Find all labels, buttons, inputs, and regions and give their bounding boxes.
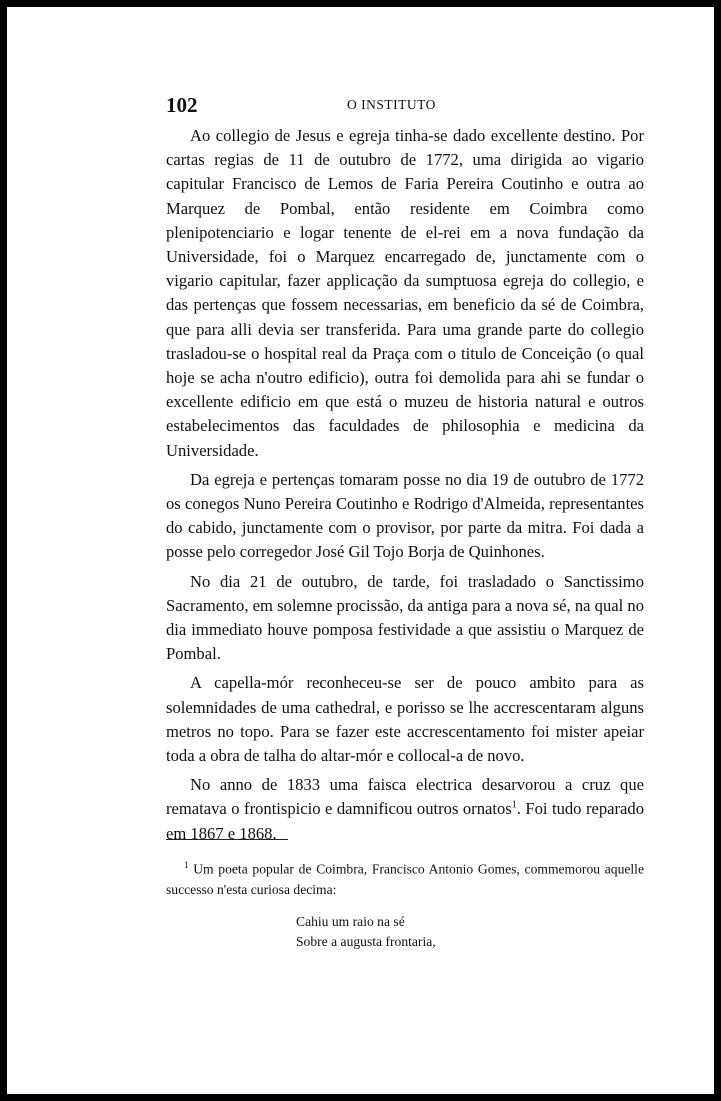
footnote-verse — [166, 912, 644, 952]
verse-line: Sobre a augusta frontaria, — [296, 933, 436, 949]
paragraph: No dia 21 de outubro, de tarde, foi trasladado o Sanctissimo Sacramento, em solemne procissão, da antiga para a nova sé, na qual no dia immediato houve pomposa festividade a que assistiu o Marquez de Pombal. — [166, 571, 644, 664]
verse-line: Cahiu um raio na sé — [296, 913, 405, 929]
footnote-paragraph — [166, 855, 644, 900]
page-header — [7, 93, 714, 117]
book-page — [7, 7, 714, 1094]
footnote-text: Um poeta popular de Coimbra, Francisco Antonio Gomes, commemorou aquelle successo n'esta curiosa decima: — [166, 861, 644, 897]
running-head: O INSTITUTO — [347, 97, 436, 112]
footnote-marker: 1 — [184, 860, 189, 870]
paragraph: Ao collegio de Jesus e egreja tinha-se dado excellente destino. Por cartas regias de 11 de outubro de 1772, uma dirigida ao vigario capitular Francisco de Lemos de Faria Pereira Coutinho e outra ao Marquez de Pombal, então residente em Coimbra como plenipotenciario e logar tenente de el-rei em a nova fundação da Universidade, foi o Marquez encarregado de, junctamente com o vigario capitular, fazer applicação da sumptuosa egreja do collegio, e das pertenças que fossem necessarias, em beneficio da sé de Coimbra, que para alli devia ser transferida. Para uma grande parte do collegio trasladou-se o hospital real da Praça com o titulo de Conceição (o qual hoje se acha n'outro edificio), outra foi demolida para ahi se fundar o excellente edificio em que está o muzeu de historia natural e outros estabelecimentos das faculdades de philosophia e medicina da Universidade. — [166, 126, 644, 460]
footnote — [166, 855, 644, 952]
page-number: 102 — [166, 93, 198, 117]
paragraph-text: No anno de 1833 uma faisca electrica desarvorou a cruz que rematava o frontispicio e damnificou outros ornatos — [166, 775, 644, 819]
paragraph-text: . Foi tudo reparado em 1867 e 1868. — [166, 799, 644, 843]
paragraph: A capella-mór reconheceu-se ser de pouco ambito para as solemnidades de uma cathedral, e porisso se lhe accrescentaram alguns metros no topo. Para se fazer este accrescentamento foi mister apeiar toda a obra de talha do altar-mór e collocal-a de novo. — [166, 673, 644, 766]
footnote-separator — [166, 839, 288, 840]
body-text — [166, 124, 644, 851]
paragraph: Da egreja e pertenças tomaram posse no dia 19 de outubro de 1772 os conegos Nuno Pereira Coutinho e Rodrigo d'Almeida, representantes do cabido, junctamente com o provisor, por parte da mitra. Foi dada a posse pelo corregedor José Gil Tojo Borja de Quinhones. — [166, 469, 644, 562]
footnote-reference: 1 — [511, 799, 517, 811]
paragraph — [166, 773, 644, 846]
